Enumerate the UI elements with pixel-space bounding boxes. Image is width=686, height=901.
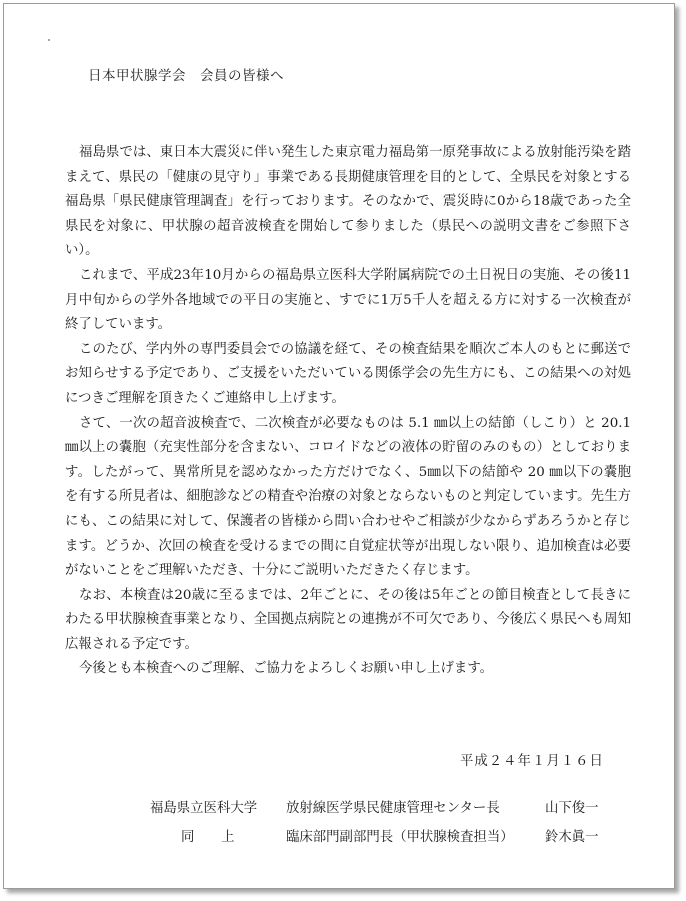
document-page — [3, 3, 675, 889]
paragraph-closing: 今後とも本検査へのご理解、ご協力をよろしくお願い申し上げます。 — [79, 661, 494, 677]
signature-position-1: 放射線医学県民健康管理センター長 — [286, 801, 500, 816]
signature-name-2: 鈴木眞一 — [545, 830, 599, 845]
salutation: 日本甲状腺学会 会員の皆様へ — [88, 68, 284, 84]
paragraph-background: 福島県では、東日本大震災に伴い発生した東京電力福島第一原発事故による放射能汚染を踏まえて、県民の「健康の見守り」事業である長期健康管理を目的として、全県民を対象とする福島県「県民健康管理調査」を行っております。そのなかで、震災時に0から18歳であった全県民を対象に、甲状腺の超音波検査を開始して参りました（県民への説明文書をご参照下さい）。 — [65, 145, 631, 259]
scan-speck — [48, 39, 50, 41]
paragraph-schedule: なお、本検査は20歳に至るまでは、2年ごとに、その後は5年ごとの節目検査として長きにわたる甲状腺検査事業となり、全国拠点病院との連携が不可欠であり、今後広く県民へも周知広報される予定です。 — [65, 587, 631, 652]
paragraph-progress: これまで、平成23年10月からの福島県立医科大学附属病院での土日祝日の実施、その後11月中旬からの学外各地域での平日の実施と、すでに1万5千人を超える方に対する一次検査が終了しています。 — [65, 267, 631, 333]
paragraph-criteria: さて、一次の超音波検査で、二次検査が必要なものは 5.1 ㎜以上の結節（しこり）と 20.1 ㎜以上の嚢胞（充実性部分を含まない、コロイドなどの液体の貯留のみのもの）としております。したがって、異常所見を認めなかった方だけでなく、5㎜以下の結節や 20 ㎜以下の嚢胞を有する所見者は、細胞診などの精査や治療の対象とならないものと判定しています。先生方にも、この結果に対して、保護者の皆様から問い合わせやご相談が少なからずあろうかと存じます。どうか、次回の検査を受けるまでの間に自覚症状等が出現しない限り、追加検査は必要がないことをご理解いただき、十分にご説明いただきたく存じます。 — [65, 415, 631, 579]
paragraph-notification: このたび、学内外の専門委員会での協議を経て、その検査結果を順次ご本人のもとに郵送でお知らせする予定であり、ご支援をいただいている関係学会の先生方にも、この結果への対処につきご理解を頂きたくご連絡申し上げます。 — [65, 341, 631, 406]
signature-affiliation-2: 同 上 — [181, 830, 235, 845]
signature-position-2: 臨床部門副部門長（甲状腺検査担当） — [286, 830, 514, 845]
letter-body — [65, 141, 631, 682]
signature-name-1: 山下俊一 — [545, 801, 599, 816]
signature-affiliation-1: 福島県立医科大学 — [150, 801, 258, 816]
letter-date: 平成２４年１月１６日 — [460, 754, 604, 769]
